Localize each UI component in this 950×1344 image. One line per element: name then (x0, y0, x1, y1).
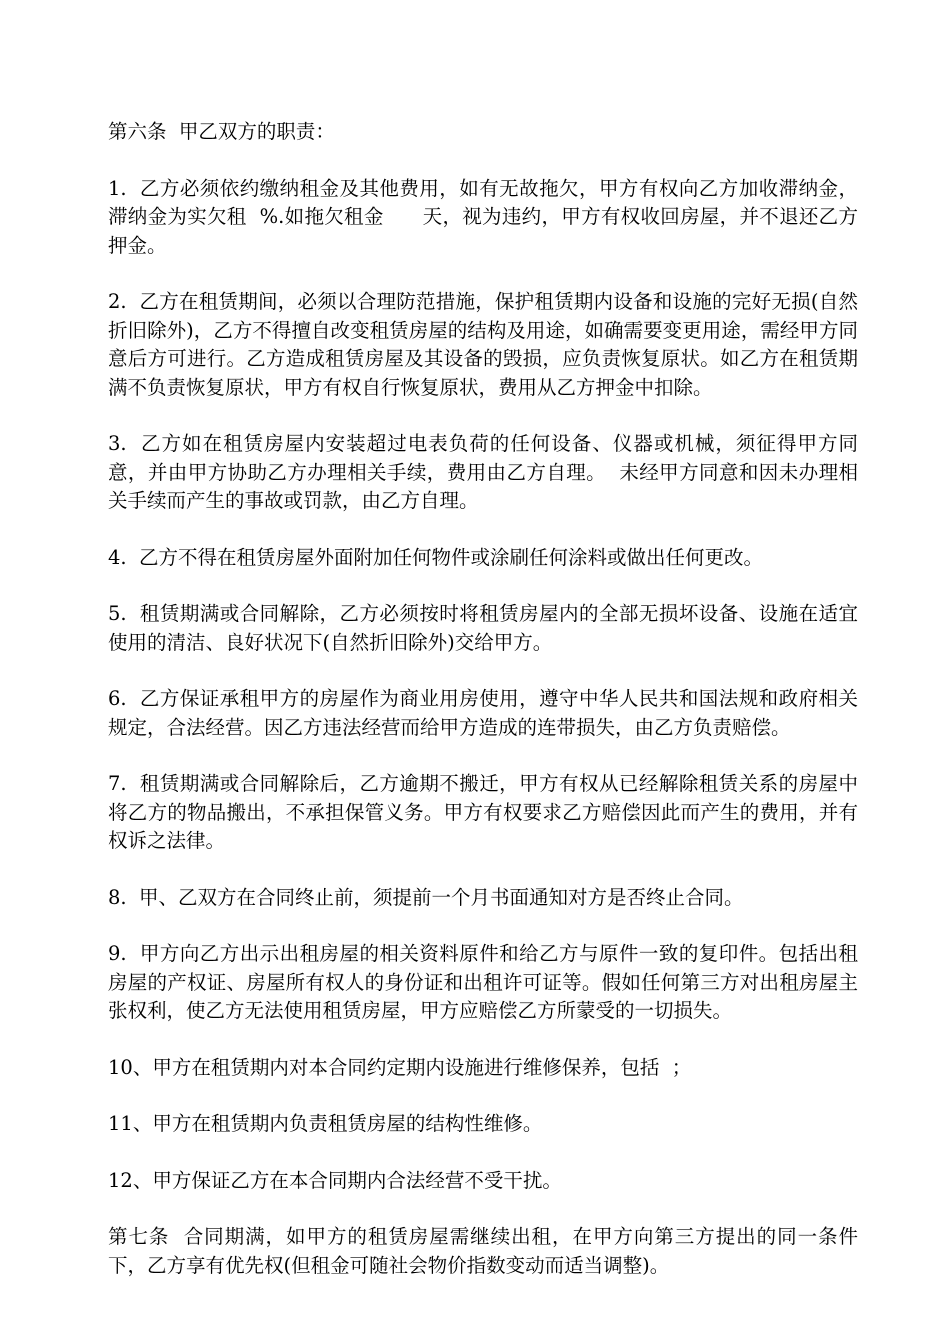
article-7: 第七条 合同期满，如甲方的租赁房屋需继续出租，在甲方向第三方提出的同一条件下，乙方享有优先权(但租金可随社会物价指数变动而适当调整)。 (108, 1225, 858, 1277)
document-page (108, 118, 858, 1308)
clause-6: 6. 乙方保证承租甲方的房屋作为商业用房使用，遵守中华人民共和国法规和政府相关规定，合法经营。因乙方违法经营而给甲方造成的连带损失，由乙方负责赔偿。 (108, 687, 858, 739)
clause-12: 12、甲方保证乙方在本合同期内合法经营不受干扰。 (108, 1168, 562, 1192)
article-6-heading: 第六条 甲乙双方的职责： (108, 120, 335, 143)
clause-5: 5. 租赁期满或合同解除，乙方必须按时将租赁房屋内的全部无损坏设备、设施在适宜使用的清洁、良好状况下(自然折旧除外)交给甲方。 (108, 602, 858, 654)
clause-3: 3. 乙方如在租赁房屋内安装超过电表负荷的任何设备、仪器或机械，须征得甲方同意，并由甲方协助乙方办理相关手续，费用由乙方自理。 未经甲方同意和因未办理相关手续而产生的事故或罚款，由乙方自理。 (108, 432, 858, 512)
clause-11: 11、甲方在租赁期内负责租赁房屋的结构性维修。 (108, 1112, 543, 1135)
clause-10: 10、甲方在租赁期内对本合同约定期内设施进行维修保养，包括 ； (108, 1055, 692, 1079)
clause-7: 7. 租赁期满或合同解除后，乙方逾期不搬迁，甲方有权从已经解除租赁关系的房屋中将乙方的物品搬出，不承担保管义务。甲方有权要求乙方赔偿因此而产生的费用，并有权诉之法律。 (108, 772, 858, 852)
clause-8: 8. 甲、乙双方在合同终止前，须提前一个月书面通知对方是否终止合同。 (108, 885, 744, 909)
clause-4: 4. 乙方不得在租赁房屋外面附加任何物件或涂刷任何涂料或做出任何更改。 (108, 545, 764, 569)
clause-2: 2. 乙方在租赁期间，必须以合理防范措施，保护租赁期内设备和设施的完好无损(自然折旧除外)，乙方不得擅自改变租赁房屋的结构及用途，如确需要变更用途，需经甲方同意后方可进行。乙方造成租赁房屋及其设备的毁损，应负责恢复原状。如乙方在租赁期满不负责恢复原状，甲方有权自行恢复原状，费用从乙方押金中扣除。 (108, 290, 858, 399)
clause-9: 9. 甲方向乙方出示出租房屋的相关资料原件和给乙方与原件一致的复印件。包括出租房屋的产权证、房屋所有权人的身份证和出租许可证等。假如任何第三方对出租房屋主张权利，使乙方无法使用租赁房屋，甲方应赔偿乙方所蒙受的一切损失。 (108, 942, 858, 1022)
clause-1: 1. 乙方必须依约缴纳租金及其他费用，如有无故拖欠，甲方有权向乙方加收滞纳金，滞纳金为实欠租 %.如拖欠租金 天，视为违约，甲方有权收回房屋，并不退还乙方押金。 (108, 176, 858, 257)
